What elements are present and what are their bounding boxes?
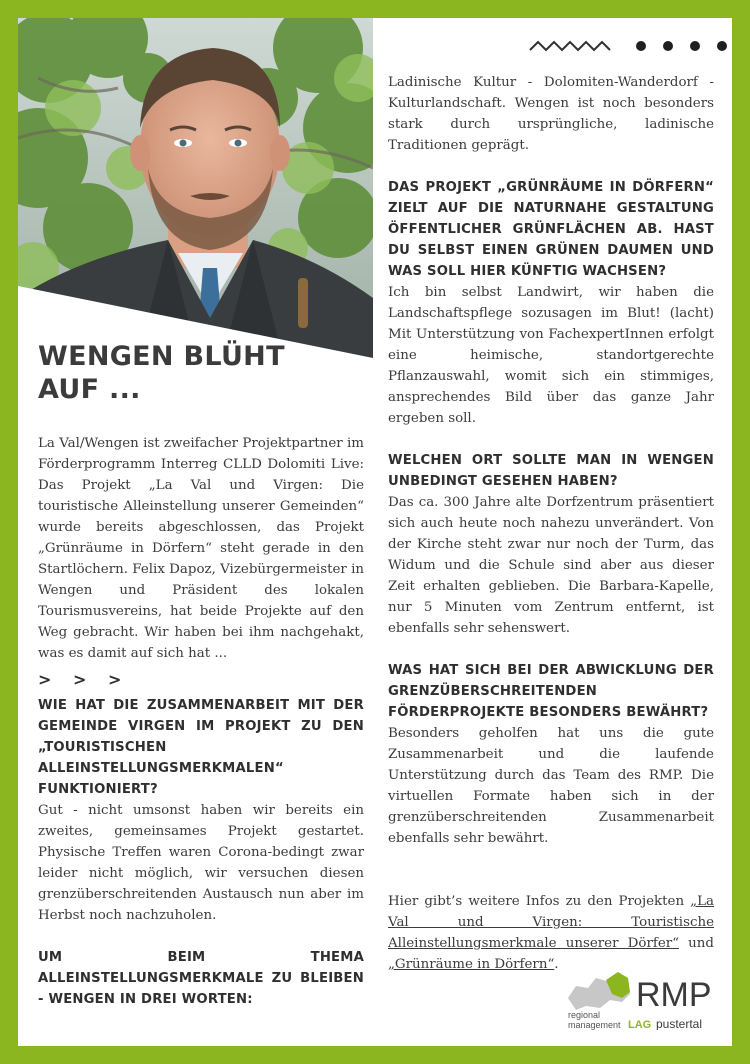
question-5: WAS HAT SICH BEI DER ABWICKLUNG DER GRENZÜBERSCHREITENDEN FÖRDERPROJEKTE BESONDERS BEWÄHRT? (388, 663, 714, 720)
question-1: WIE HAT DIE ZUSAMMENARBEIT MIT DER GEMEINDE VIRGEN IM PROJEKT ZU DEN „TOURISTISCHEN ALLEINSTELLUNGSMERKMALEN“ FUNKTIONIERT? (38, 698, 364, 797)
answer-4: Das ca. 300 Jahre alte Dorfzentrum präsentiert sich auch heute noch nahezu unverändert. Von der Kirche steht zwar nur noch der Turm, das Widum und die Schule sind aber aus dieser Zeit erhalten geblieben. Die Barbara-Kapelle, nur 5 Minuten vom Zentrum entfernt, ist ebenfalls sehr sehenswert. (388, 495, 714, 636)
zigzag-dots-decoration (528, 38, 728, 54)
logo-name: RMP (636, 976, 712, 1014)
headline-line-2: AUF ... (38, 374, 141, 405)
logo-line1: regional (568, 1010, 601, 1020)
intro-paragraph: La Val/Wengen ist zweifacher Projektpartner im Förderprogramm Interreg CLLD Dolomiti Live: Das Projekt „La Val und Virgen: Die touristische Alleinstellung unserer Gemeinden“ wurde bereits abgeschlossen, das Projekt „Grünräume in Dörfern“ steht gerade in den Startlöchern. Felix Dapoz, Vizebürgermeister in Wengen und Präsident des lokalen Tourismusvereins, hat beide Projekte auf den Weg gebracht. Wir haben bei ihm nachgehakt, was es damit auf sich hat ... (38, 436, 364, 661)
chevrons-icon: > > > (38, 670, 130, 689)
more-info-paragraph (388, 891, 714, 975)
answer-2: Ladinische Kultur - Dolomiten-Wanderdorf - Kulturlandschaft. Wengen ist noch besonders stark durch ursprüngliche, ladinische Traditionen geprägt. (388, 75, 714, 153)
logo-lag: LAG (628, 1019, 652, 1030)
more-info-and: und (679, 936, 715, 951)
link-la-val-virgen[interactable]: „La Val und Virgen: Touristische Alleinstellungsmerkmale unserer Dörfer“ (388, 894, 714, 951)
logo-region: pustertal (656, 1017, 703, 1030)
headline-line-1: WENGEN BLÜHT (38, 341, 285, 372)
more-info-prefix: Hier gibt’s weitere Infos zu den Projekten (388, 894, 691, 909)
rmp-logo (566, 968, 726, 1030)
answer-3: Ich bin selbst Landwirt, wir haben die Landschaftspflege sozusagen im Blut! (lacht) Mit Unterstützung von FachexpertInnen erfolgt eine heimische, standortgerechte Pflanzauswahl, womit sich ein stimmiges, ansprechendes Bild über das ganze Jahr ergeben soll. (388, 285, 714, 426)
question-3: DAS PROJEKT „GRÜNRÄUME IN DÖRFERN“ ZIELT AUF DIE NATURNAHE GESTALTUNG ÖFFENTLICHER GRÜNFLÄCHEN AB. HAST DU SELBST EINEN GRÜNEN DAUMEN UND WAS SOLL HIER KÜNFTIG WACHSEN? (388, 180, 714, 279)
logo-line2: management (568, 1020, 621, 1030)
left-column (38, 433, 364, 1010)
question-4: WELCHEN ORT SOLLTE MAN IN WENGEN UNBEDINGT GESEHEN HABEN? (388, 453, 714, 489)
portrait-photo (18, 18, 373, 358)
article-page (18, 18, 732, 1046)
more-info-suffix: . (554, 957, 559, 972)
right-column (388, 72, 714, 975)
headline (38, 340, 358, 406)
answer-1: Gut - nicht umsonst haben wir bereits ein zweites, gemeinsames Projekt gestartet. Physische Treffen waren Corona-bedingt zwar leider nicht möglich, wir versuchen diesen grenzüberschreitenden Austausch nun aber im Herbst noch nachzuholen. (38, 803, 364, 923)
link-gruenraeume[interactable]: „Grünräume in Dörfern“ (388, 957, 555, 972)
question-2: UM BEIM THEMA ALLEINSTELLUNGSMERKMALE ZU BLEIBEN - WENGEN IN DREI WORTEN: (38, 950, 364, 1007)
answer-5: Besonders geholfen hat uns die gute Zusammenarbeit und die laufende Unterstützung durch das Team des RMP. Die virtuellen Formate haben sich in der grenzüberschreitenden Zusammenarbeit ebenfalls sehr bewährt. (388, 726, 714, 846)
